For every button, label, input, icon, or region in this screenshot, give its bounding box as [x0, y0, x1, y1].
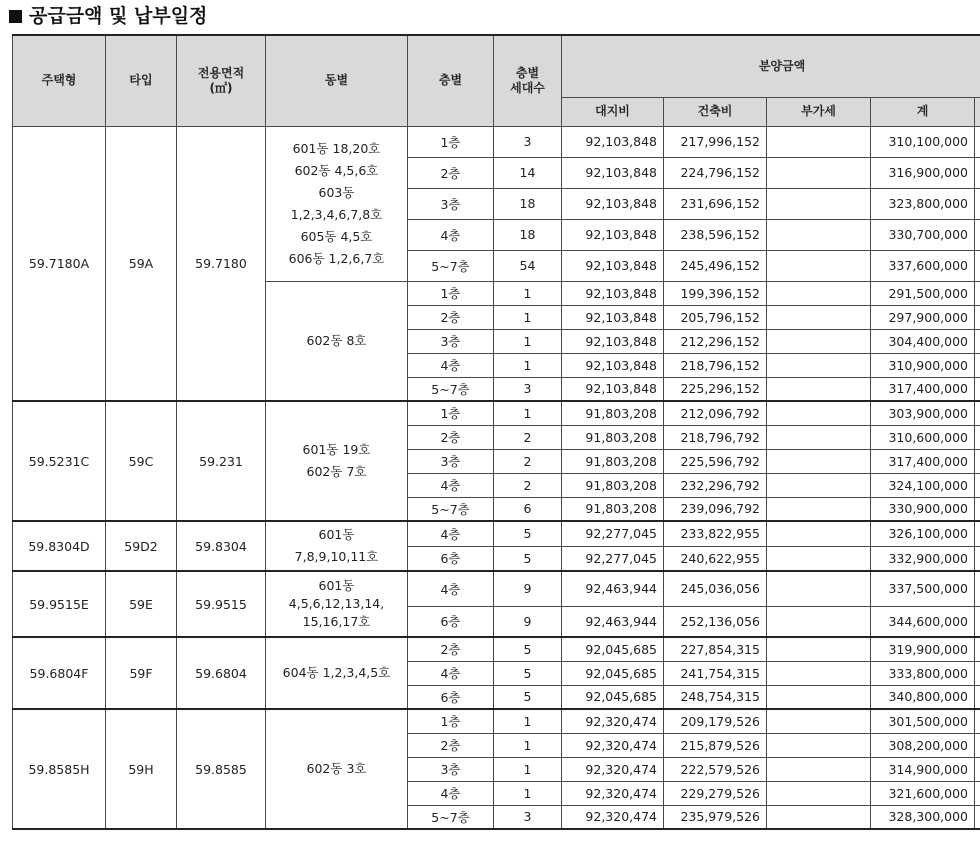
- cell-extra: [975, 305, 980, 329]
- header-area-line1: 전용면적: [197, 65, 245, 80]
- cell-total: 337,500,000: [871, 571, 975, 606]
- cell-housing-type: 59.7180A: [13, 126, 106, 401]
- cell-vat: [767, 219, 871, 250]
- table-row: [13, 401, 980, 425]
- cell-units: 2: [494, 473, 562, 497]
- header-units: [494, 35, 562, 126]
- cell-type: 59C: [106, 401, 177, 521]
- cell-floor: 5~7층: [408, 497, 494, 521]
- cell-vat: [767, 281, 871, 305]
- cell-total: 310,900,000: [871, 353, 975, 377]
- cell-building: 217,996,152: [664, 126, 767, 157]
- cell-floor: 5~7층: [408, 805, 494, 829]
- cell-extra: [975, 685, 980, 709]
- cell-land: 92,320,474: [562, 805, 664, 829]
- cell-floor: 4층: [408, 521, 494, 546]
- cell-vat: [767, 571, 871, 606]
- table-row: [13, 521, 980, 546]
- cell-floor: 3층: [408, 449, 494, 473]
- cell-total: 323,800,000: [871, 188, 975, 219]
- cell-land: 92,103,848: [562, 250, 664, 281]
- cell-dong: [266, 126, 408, 281]
- cell-land: 91,803,208: [562, 425, 664, 449]
- cell-units: 2: [494, 425, 562, 449]
- cell-floor: 1층: [408, 709, 494, 733]
- header-total: 계: [871, 97, 975, 126]
- header-units-line1: 층별: [515, 65, 540, 80]
- cell-total: 344,600,000: [871, 606, 975, 637]
- dong-line: 604동 1,2,3,4,5호: [282, 665, 391, 680]
- cell-land: 92,103,848: [562, 305, 664, 329]
- cell-floor: 2층: [408, 733, 494, 757]
- cell-extra: [975, 401, 980, 425]
- square-bullet-icon: [9, 10, 22, 23]
- cell-units: 18: [494, 219, 562, 250]
- cell-land: 91,803,208: [562, 473, 664, 497]
- cell-building: 205,796,152: [664, 305, 767, 329]
- cell-extra: [975, 126, 980, 157]
- cell-floor: 1층: [408, 401, 494, 425]
- cell-land: 92,103,848: [562, 353, 664, 377]
- cell-building: 224,796,152: [664, 157, 767, 188]
- cell-floor: 3층: [408, 329, 494, 353]
- cell-floor: 1층: [408, 281, 494, 305]
- cell-total: 330,700,000: [871, 219, 975, 250]
- cell-floor: 6층: [408, 685, 494, 709]
- cell-units: 5: [494, 521, 562, 546]
- cell-land: 92,320,474: [562, 781, 664, 805]
- cell-units: 9: [494, 571, 562, 606]
- cell-housing-type: 59.5231C: [13, 401, 106, 521]
- cell-units: 9: [494, 606, 562, 637]
- cell-total: 314,900,000: [871, 757, 975, 781]
- header-land: 대지비: [562, 97, 664, 126]
- cell-building: 212,096,792: [664, 401, 767, 425]
- cell-land: 92,045,685: [562, 661, 664, 685]
- cell-building: 231,696,152: [664, 188, 767, 219]
- cell-units: 3: [494, 126, 562, 157]
- cell-land: 92,103,848: [562, 219, 664, 250]
- cell-units: 1: [494, 709, 562, 733]
- dong-line: 601동 18,20호: [292, 140, 381, 156]
- cell-extra: [975, 606, 980, 637]
- cell-type: 59E: [106, 571, 177, 637]
- cell-land: 92,045,685: [562, 637, 664, 661]
- cell-area: 59.231: [177, 401, 266, 521]
- cell-building: 227,854,315: [664, 637, 767, 661]
- cell-units: 5: [494, 637, 562, 661]
- table-row: [13, 571, 980, 606]
- dong-line: 601동 19호: [302, 442, 371, 457]
- cell-building: 248,754,315: [664, 685, 767, 709]
- cell-extra: [975, 377, 980, 401]
- dong-line: 601동: [318, 527, 355, 542]
- header-type: 타입: [106, 35, 177, 126]
- cell-building: 245,036,056: [664, 571, 767, 606]
- cell-type: 59F: [106, 637, 177, 709]
- header-price-group: 분양금액: [562, 35, 980, 97]
- cell-building: 239,096,792: [664, 497, 767, 521]
- cell-area: 59.7180: [177, 126, 266, 401]
- cell-extra: [975, 425, 980, 449]
- cell-area: 59.6804: [177, 637, 266, 709]
- section-title-text: 공급금액 및 납부일정: [29, 5, 208, 27]
- cell-vat: [767, 425, 871, 449]
- cell-housing-type: 59.8585H: [13, 709, 106, 829]
- cell-building: 218,796,792: [664, 425, 767, 449]
- cell-vat: [767, 329, 871, 353]
- cell-floor: 2층: [408, 637, 494, 661]
- dong-line: 602동 4,5,6호: [294, 162, 379, 178]
- table-row: [13, 637, 980, 661]
- cell-dong: [266, 637, 408, 709]
- dong-line: 15,16,17호: [302, 614, 371, 629]
- header-units-line2: 세대수: [510, 80, 545, 95]
- cell-building: 212,296,152: [664, 329, 767, 353]
- cell-building: 252,136,056: [664, 606, 767, 637]
- cell-land: 92,320,474: [562, 709, 664, 733]
- cell-building: 225,296,152: [664, 377, 767, 401]
- cell-land: 91,803,208: [562, 401, 664, 425]
- cell-extra: [975, 637, 980, 661]
- cell-land: 92,103,848: [562, 157, 664, 188]
- cell-vat: [767, 661, 871, 685]
- cell-extra: [975, 473, 980, 497]
- cell-land: 92,103,848: [562, 126, 664, 157]
- cell-land: 92,463,944: [562, 606, 664, 637]
- cell-total: 324,100,000: [871, 473, 975, 497]
- cell-units: 1: [494, 305, 562, 329]
- cell-floor: 4층: [408, 473, 494, 497]
- cell-vat: [767, 733, 871, 757]
- cell-total: 316,900,000: [871, 157, 975, 188]
- cell-building: 218,796,152: [664, 353, 767, 377]
- cell-land: 92,103,848: [562, 377, 664, 401]
- cell-building: 209,179,526: [664, 709, 767, 733]
- cell-land: 92,103,848: [562, 188, 664, 219]
- cell-land: 92,277,045: [562, 521, 664, 546]
- cell-units: 1: [494, 733, 562, 757]
- cell-floor: 2층: [408, 305, 494, 329]
- cell-extra: [975, 281, 980, 305]
- cell-extra: [975, 329, 980, 353]
- cell-total: 328,300,000: [871, 805, 975, 829]
- cell-units: 1: [494, 329, 562, 353]
- cell-housing-type: 59.9515E: [13, 571, 106, 637]
- cell-total: 310,600,000: [871, 425, 975, 449]
- cell-building: 245,496,152: [664, 250, 767, 281]
- cell-dong: [266, 401, 408, 521]
- cell-building: 235,979,526: [664, 805, 767, 829]
- cell-area: 59.8304: [177, 521, 266, 571]
- dong-line: 601동: [318, 578, 355, 593]
- cell-housing-type: 59.8304D: [13, 521, 106, 571]
- cell-vat: [767, 188, 871, 219]
- cell-total: 326,100,000: [871, 521, 975, 546]
- cell-total: 319,900,000: [871, 637, 975, 661]
- cell-floor: 3층: [408, 757, 494, 781]
- cell-floor: 4층: [408, 571, 494, 606]
- cell-vat: [767, 546, 871, 571]
- cell-total: 332,900,000: [871, 546, 975, 571]
- cell-land: 92,320,474: [562, 733, 664, 757]
- cell-land: 91,803,208: [562, 497, 664, 521]
- cell-total: 304,400,000: [871, 329, 975, 353]
- cell-total: 303,900,000: [871, 401, 975, 425]
- header-floor: 층별: [408, 35, 494, 126]
- cell-total: 340,800,000: [871, 685, 975, 709]
- cell-vat: [767, 305, 871, 329]
- supply-price-table: [12, 34, 980, 830]
- cell-building: 229,279,526: [664, 781, 767, 805]
- cell-units: 3: [494, 805, 562, 829]
- header-area-line2: (㎡): [209, 80, 233, 95]
- dong-line: 602동 3호: [306, 761, 367, 776]
- cell-units: 6: [494, 497, 562, 521]
- cell-vat: [767, 353, 871, 377]
- cell-vat: [767, 521, 871, 546]
- cell-extra: [975, 353, 980, 377]
- cell-vat: [767, 250, 871, 281]
- cell-vat: [767, 685, 871, 709]
- cell-units: 2: [494, 449, 562, 473]
- dong-line: 605동 4,5호: [300, 228, 373, 244]
- cell-building: 240,622,955: [664, 546, 767, 571]
- cell-extra: [975, 219, 980, 250]
- cell-units: 18: [494, 188, 562, 219]
- cell-land: 92,103,848: [562, 281, 664, 305]
- cell-floor: 5~7층: [408, 377, 494, 401]
- header-extra: [975, 97, 980, 126]
- cell-units: 14: [494, 157, 562, 188]
- cell-units: 3: [494, 377, 562, 401]
- cell-floor: 6층: [408, 606, 494, 637]
- cell-units: 1: [494, 757, 562, 781]
- cell-vat: [767, 401, 871, 425]
- cell-extra: [975, 449, 980, 473]
- cell-building: 199,396,152: [664, 281, 767, 305]
- cell-dong: [266, 571, 408, 637]
- cell-vat: [767, 157, 871, 188]
- cell-total: 297,900,000: [871, 305, 975, 329]
- cell-vat: [767, 805, 871, 829]
- cell-extra: [975, 521, 980, 546]
- cell-building: 238,596,152: [664, 219, 767, 250]
- cell-vat: [767, 473, 871, 497]
- cell-units: 1: [494, 281, 562, 305]
- dong-line: 1,2,3,4,6,7,8호: [290, 206, 383, 222]
- cell-land: 92,463,944: [562, 571, 664, 606]
- cell-total: 310,100,000: [871, 126, 975, 157]
- cell-floor: 1층: [408, 126, 494, 157]
- dong-line: 603동: [318, 184, 355, 200]
- cell-total: 317,400,000: [871, 449, 975, 473]
- cell-extra: [975, 497, 980, 521]
- cell-units: 1: [494, 401, 562, 425]
- cell-type: 59A: [106, 126, 177, 401]
- cell-total: 333,800,000: [871, 661, 975, 685]
- cell-housing-type: 59.6804F: [13, 637, 106, 709]
- cell-area: 59.8585: [177, 709, 266, 829]
- cell-units: 5: [494, 661, 562, 685]
- cell-total: 330,900,000: [871, 497, 975, 521]
- cell-type: 59H: [106, 709, 177, 829]
- dong-line: 4,5,6,12,13,14,: [288, 596, 385, 611]
- cell-floor: 4층: [408, 219, 494, 250]
- dong-line: 606동 1,2,6,7호: [288, 250, 385, 266]
- cell-building: 241,754,315: [664, 661, 767, 685]
- cell-total: 337,600,000: [871, 250, 975, 281]
- cell-extra: [975, 709, 980, 733]
- cell-extra: [975, 733, 980, 757]
- cell-dong: [266, 709, 408, 829]
- cell-building: 215,879,526: [664, 733, 767, 757]
- cell-building: 233,822,955: [664, 521, 767, 546]
- cell-building: 222,579,526: [664, 757, 767, 781]
- cell-floor: 2층: [408, 157, 494, 188]
- cell-floor: 3층: [408, 188, 494, 219]
- table-row: [13, 126, 980, 157]
- header-dong: 동별: [266, 35, 408, 126]
- header-housing-type: 주택형: [13, 35, 106, 126]
- cell-units: 1: [494, 781, 562, 805]
- cell-extra: [975, 757, 980, 781]
- cell-vat: [767, 757, 871, 781]
- dong-line: 7,8,9,10,11호: [294, 549, 379, 564]
- cell-type: 59D2: [106, 521, 177, 571]
- table-row: [13, 709, 980, 733]
- cell-extra: [975, 661, 980, 685]
- cell-vat: [767, 126, 871, 157]
- cell-extra: [975, 571, 980, 606]
- cell-extra: [975, 188, 980, 219]
- cell-total: 291,500,000: [871, 281, 975, 305]
- cell-extra: [975, 781, 980, 805]
- cell-land: 91,803,208: [562, 449, 664, 473]
- cell-total: 317,400,000: [871, 377, 975, 401]
- header-area: [177, 35, 266, 126]
- cell-vat: [767, 377, 871, 401]
- cell-extra: [975, 805, 980, 829]
- cell-building: 232,296,792: [664, 473, 767, 497]
- cell-vat: [767, 637, 871, 661]
- cell-floor: 4층: [408, 661, 494, 685]
- cell-land: 92,277,045: [562, 546, 664, 571]
- cell-vat: [767, 497, 871, 521]
- dong-line: 602동 8호: [306, 332, 367, 348]
- cell-floor: 4층: [408, 353, 494, 377]
- cell-dong: [266, 521, 408, 571]
- cell-dong: [266, 281, 408, 401]
- cell-total: 321,600,000: [871, 781, 975, 805]
- header-building: 건축비: [664, 97, 767, 126]
- cell-vat: [767, 709, 871, 733]
- cell-vat: [767, 449, 871, 473]
- dong-line: 602동 7호: [306, 464, 367, 479]
- cell-area: 59.9515: [177, 571, 266, 637]
- cell-total: 301,500,000: [871, 709, 975, 733]
- header-vat: 부가세: [767, 97, 871, 126]
- cell-land: 92,103,848: [562, 329, 664, 353]
- cell-units: 5: [494, 546, 562, 571]
- cell-extra: [975, 250, 980, 281]
- cell-floor: 6층: [408, 546, 494, 571]
- table-body: [13, 126, 980, 829]
- cell-floor: 5~7층: [408, 250, 494, 281]
- cell-units: 1: [494, 353, 562, 377]
- cell-floor: 4층: [408, 781, 494, 805]
- cell-vat: [767, 781, 871, 805]
- cell-extra: [975, 546, 980, 571]
- cell-land: 92,045,685: [562, 685, 664, 709]
- cell-extra: [975, 157, 980, 188]
- cell-total: 308,200,000: [871, 733, 975, 757]
- section-title: [9, 4, 207, 28]
- cell-building: 225,596,792: [664, 449, 767, 473]
- cell-units: 54: [494, 250, 562, 281]
- cell-floor: 2층: [408, 425, 494, 449]
- cell-land: 92,320,474: [562, 757, 664, 781]
- cell-units: 5: [494, 685, 562, 709]
- cell-vat: [767, 606, 871, 637]
